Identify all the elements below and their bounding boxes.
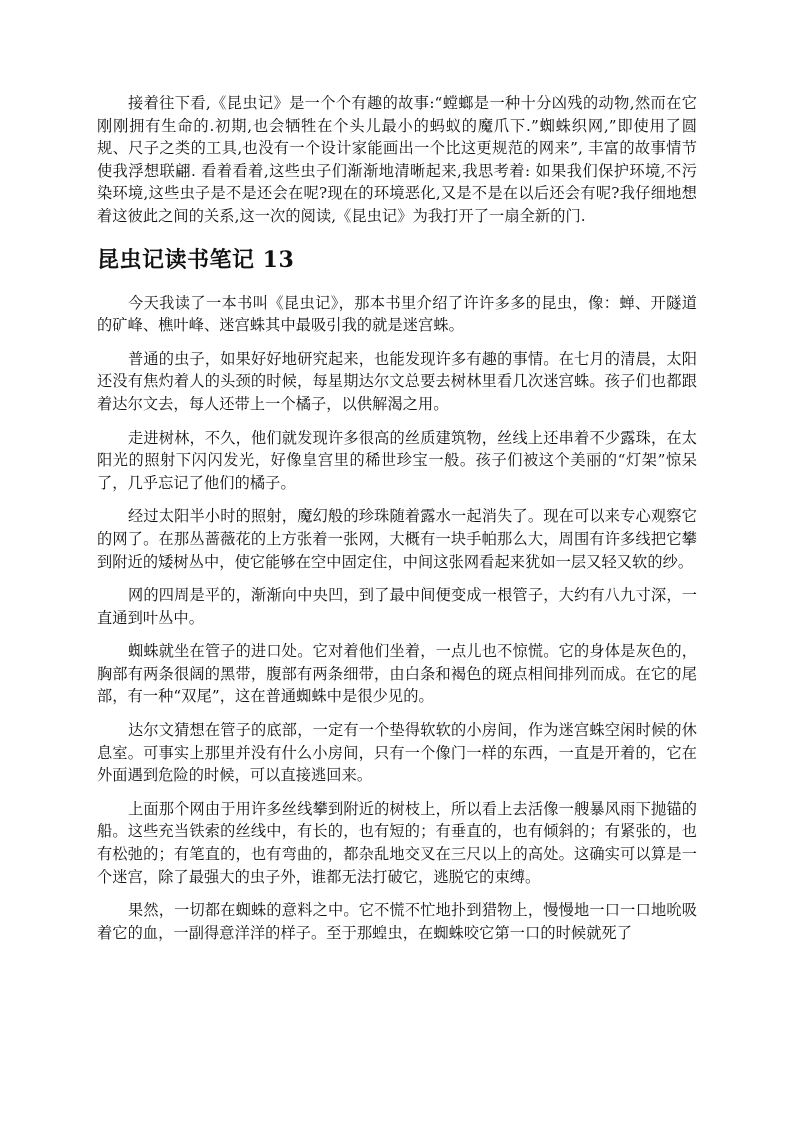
section-heading: 昆虫记读书笔记 13 xyxy=(97,246,295,273)
body-paragraph-2: 普通的虫子，如果好好地研究起来，也能发现许多有趣的事情。在七月的清晨，太阳还没有焦灼着人的头颈的时候，每星期达尔文总要去树林里看几次迷宫蛛。孩子们也都跟着达尔文去，每人还带上一个橘子，以供解渴之用。 xyxy=(97,349,697,413)
body-paragraph-8: 上面那个网由于用许多丝线攀到附近的树枝上，所以看上去活像一艘暴风雨下抛锚的船。这些充当铁索的丝线中，有长的，也有短的；有垂直的，也有倾斜的；有紧张的，也有松弛的；有笔直的，也有弯曲的，都杂乱地交叉在三尺以上的高处。这确实可以算是一个迷宫，除了最强大的虫子外，谁都无法打破它，逃脱它的束缚。 xyxy=(97,799,697,886)
body-paragraph-4: 经过太阳半小时的照射，魔幻般的珍珠随着露水一起消失了。现在可以来专心观察它的网了。在那丛蔷薇花的上方张着一张网，大概有一块手帕那么大，周围有许多线把它攀到附近的矮树丛中，使它能够在空中固定住，中间这张网看起来犹如一层又轻又软的纱。 xyxy=(97,507,697,571)
body-paragraph-7: 达尔文猜想在管子的底部，一定有一个垫得软软的小房间，作为迷宫蛛空闲时候的休息室。可事实上那里并没有什么小房间，只有一个像门一样的东西，一直是开着的，它在外面遇到危险的时候，可以直接逃回来。 xyxy=(97,721,697,785)
intro-paragraph: 接着往下看,《昆虫记》是一个个有趣的故事:“螳螂是一种十分凶残的动物,然而在它刚刚拥有生命的.初期,也会牺牲在个头儿最小的蚂蚁的魔爪下.”蜘蛛织网,”即使用了圆规、尺子之类的工具,也没有一个设计家能画出一个比这更规范的网来”, 丰富的故事情节使我浮想联翩. 看着看着,这些虫子们渐渐地清晰起来,我思考着: 如果我们保护环境,不污染环境,这些虫子是不是还会在呢?现在的环境恶化,又是不是在以后还会有呢?我仔细地想着这彼此之间的关系,这一次的阅读,《昆虫记》为我打开了一扇全新的门. xyxy=(97,94,697,225)
body-paragraph-6: 蜘蛛就坐在管子的进口处。它对着他们坐着，一点儿也不惊慌。它的身体是灰色的，胸部有两条很阔的黑带，腹部有两条细带，由白条和褐色的斑点相间排列而成。在它的尾部，有一种“双尾”，这在普通蜘蛛中是很少见的。 xyxy=(97,642,697,706)
body-paragraph-3: 走进树林，不久，他们就发现许多很高的丝质建筑物，丝线上还串着不少露珠，在太阳光的照射下闪闪发光，好像皇宫里的稀世珍宝一般。孩子们被这个美丽的“灯架”惊呆了，几乎忘记了他们的橘子。 xyxy=(97,428,697,492)
document-page xyxy=(97,92,697,944)
body-paragraph-1: 今天我读了一本书叫《昆虫记》，那本书里介绍了许许多多的昆虫，像：蝉、开隧道的矿峰、樵叶峰、迷宫蛛其中最吸引我的就是迷宫蛛。 xyxy=(97,293,697,335)
body-paragraph-5: 网的四周是平的，渐渐向中央凹，到了最中间便变成一根管子，大约有八九寸深，一直通到叶丛中。 xyxy=(97,586,697,627)
body-paragraph-9: 果然，一切都在蜘蛛的意料之中。它不慌不忙地扑到猎物上，慢慢地一口一口地吮吸着它的血，一副得意洋洋的样子。至于那蝗虫，在蜘蛛咬它第一口的时候就死了 xyxy=(97,901,697,942)
